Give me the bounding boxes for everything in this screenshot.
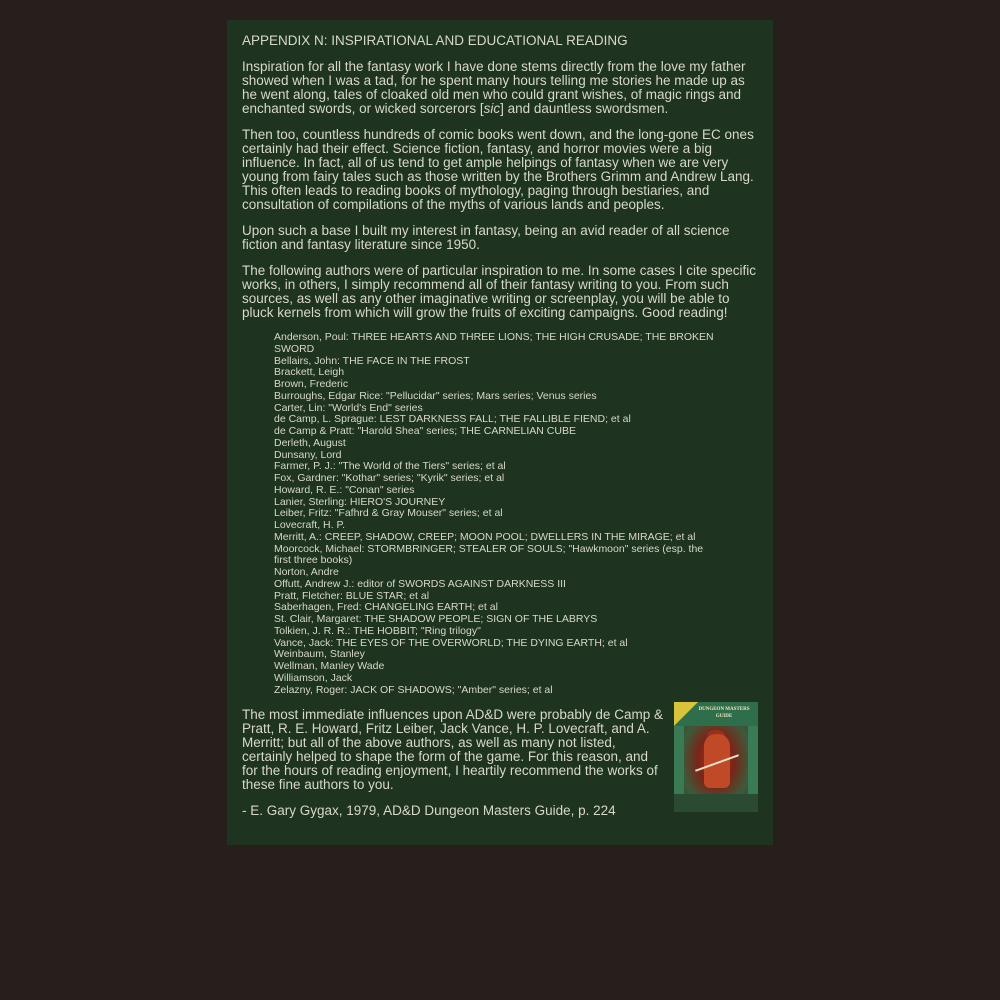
sic-marker: sic <box>483 101 501 116</box>
author-list-item: Dunsany, Lord <box>274 448 342 461</box>
content-panel <box>227 20 773 845</box>
cover-title-line-2: GUIDE <box>715 714 733 720</box>
author-list <box>242 332 719 696</box>
author-list-item: Brown, Frederic <box>274 378 349 390</box>
author-list-item: Merritt, A.: CREEP, SHADOW, CREEP; MOON POOL; DWELLERS IN THE MIRAGE; et al <box>274 530 696 543</box>
author-list-item: Brackett, Leigh <box>274 366 345 379</box>
intro-text-before-sic: Inspiration for all the fantasy work I have done stems directly from the love my father showed when I was a tad, for he spent many hours telling me stories he made up as he went along, tales of cloaked old men who could grant wishes, of magic rings and enchanted swords, or wicked sorcerors [ <box>242 59 746 116</box>
author-list-item: Farmer, P. J.: "The World of the Tiers" series; et al <box>274 460 506 473</box>
author-list-item: Weinbaum, Stanley <box>274 648 365 661</box>
author-list-item: de Camp & Pratt: "Harold Shea" series; THE CARNELIAN CUBE <box>274 425 576 437</box>
author-list-item: Lovecraft, H. P. <box>274 519 346 531</box>
intro-paragraph-1 <box>242 60 758 116</box>
cover-ground <box>674 794 758 812</box>
author-list-item: Lanier, Sterling: HIERO'S JOURNEY <box>274 495 446 508</box>
intro-paragraph-4: The following authors were of particular inspiration to me. In some cases I cite specific works, in others, I simply recommend all of their fantasy writing to you. From such sources, as well as any other imaginative writing or screenplay, you will be able to pluck kernels from which will grow the fruits of exciting campaigns. Good reading! <box>242 263 756 320</box>
closing-section <box>242 708 758 832</box>
author-list-item: Derleth, August <box>274 436 346 449</box>
author-list-item: Vance, Jack: THE EYES OF THE OVERWORLD; THE DYING EARTH; et al <box>274 636 628 649</box>
author-list-item: Bellairs, John: THE FACE IN THE FROST <box>274 354 470 367</box>
author-list-item: Carter, Lin: "World's End" series <box>274 401 423 414</box>
dungeon-masters-guide-cover-image <box>674 702 758 812</box>
author-list-item: Saberhagen, Fred: CHANGELING EARTH; et al <box>274 601 498 614</box>
author-list-item: Leiber, Fritz: "Fafhrd & Gray Mouser" series; et al <box>274 507 503 520</box>
author-list-item: de Camp, L. Sprague: LEST DARKNESS FALL; THE FALLIBLE FIEND; et al <box>274 413 631 426</box>
cover-title-line-1: DUNGEON MASTERS <box>698 707 750 713</box>
author-list-item: St. Clair, Margaret: THE SHADOW PEOPLE; SIGN OF THE LABRYS <box>274 613 598 625</box>
intro-paragraph-2: Then too, countless hundreds of comic books went down, and the long-gone EC ones certainly had their effect. Science fiction, fantasy, and horror movies were a big influence. In fact, all of us tend to get ample helpings of fantasy when we are very young from fairy tales such as those written by the Brothers Grimm and Andrew Lang. This often leads to reading books of mythology, paging through bestiaries, and consultation of compilations of the myths of various lands and peoples. <box>242 127 754 212</box>
author-list-item: Pratt, Fletcher: BLUE STAR; et al <box>274 589 430 602</box>
author-list-item: Norton, Andre <box>274 566 339 578</box>
author-list-item: Williamson, Jack <box>274 671 353 684</box>
intro-text-after-sic: ] and dauntless swordsmen. <box>500 101 669 116</box>
author-list-item: Wellman, Manley Wade <box>274 660 385 672</box>
intro-paragraph-3: Upon such a base I built my interest in fantasy, being an avid reader of all science fiction and fantasy literature since 1950. <box>242 223 730 252</box>
page-title: APPENDIX N: INSPIRATIONAL AND EDUCATIONAL READING <box>242 33 628 48</box>
author-list-item: Anderson, Poul: THREE HEARTS AND THREE LIONS; THE HIGH CRUSADE; THE BROKEN SWORD <box>274 331 714 355</box>
cover-title <box>692 706 756 720</box>
author-list-item: Moorcock, Michael: STORMBRINGER; STEALER OF SOULS; "Hawkmoon" series (esp. the first three books) <box>274 542 704 567</box>
author-list-item: Fox, Gardner: "Kothar" series; "Kyrik" series; et al <box>274 472 505 484</box>
attribution: - E. Gary Gygax, 1979, AD&D Dungeon Masters Guide, p. 224 <box>242 803 616 819</box>
closing-paragraph: The most immediate influences upon AD&D were probably de Camp & Pratt, R. E. Howard, Fritz Leiber, Jack Vance, H. P. Lovecraft, and A. Merritt; but all of the above authors, as well as many not listed, certainly helped to shape the form of the game. For this reason, and for the hours of reading enjoyment, I heartily recommend the works of these fine authors to you. <box>242 707 663 793</box>
author-list-item: Burroughs, Edgar Rice: "Pellucidar" series; Mars series; Venus series <box>274 389 597 402</box>
author-list-item: Tolkien, J. R. R.: THE HOBBIT; "Ring trilogy" <box>274 624 481 637</box>
author-list-item: Zelazny, Roger: JACK OF SHADOWS; "Amber" series; et al <box>274 683 553 696</box>
author-list-item: Offutt, Andrew J.: editor of SWORDS AGAINST DARKNESS III <box>274 577 566 590</box>
author-list-item: Howard, R. E.: "Conan" series <box>274 483 415 496</box>
